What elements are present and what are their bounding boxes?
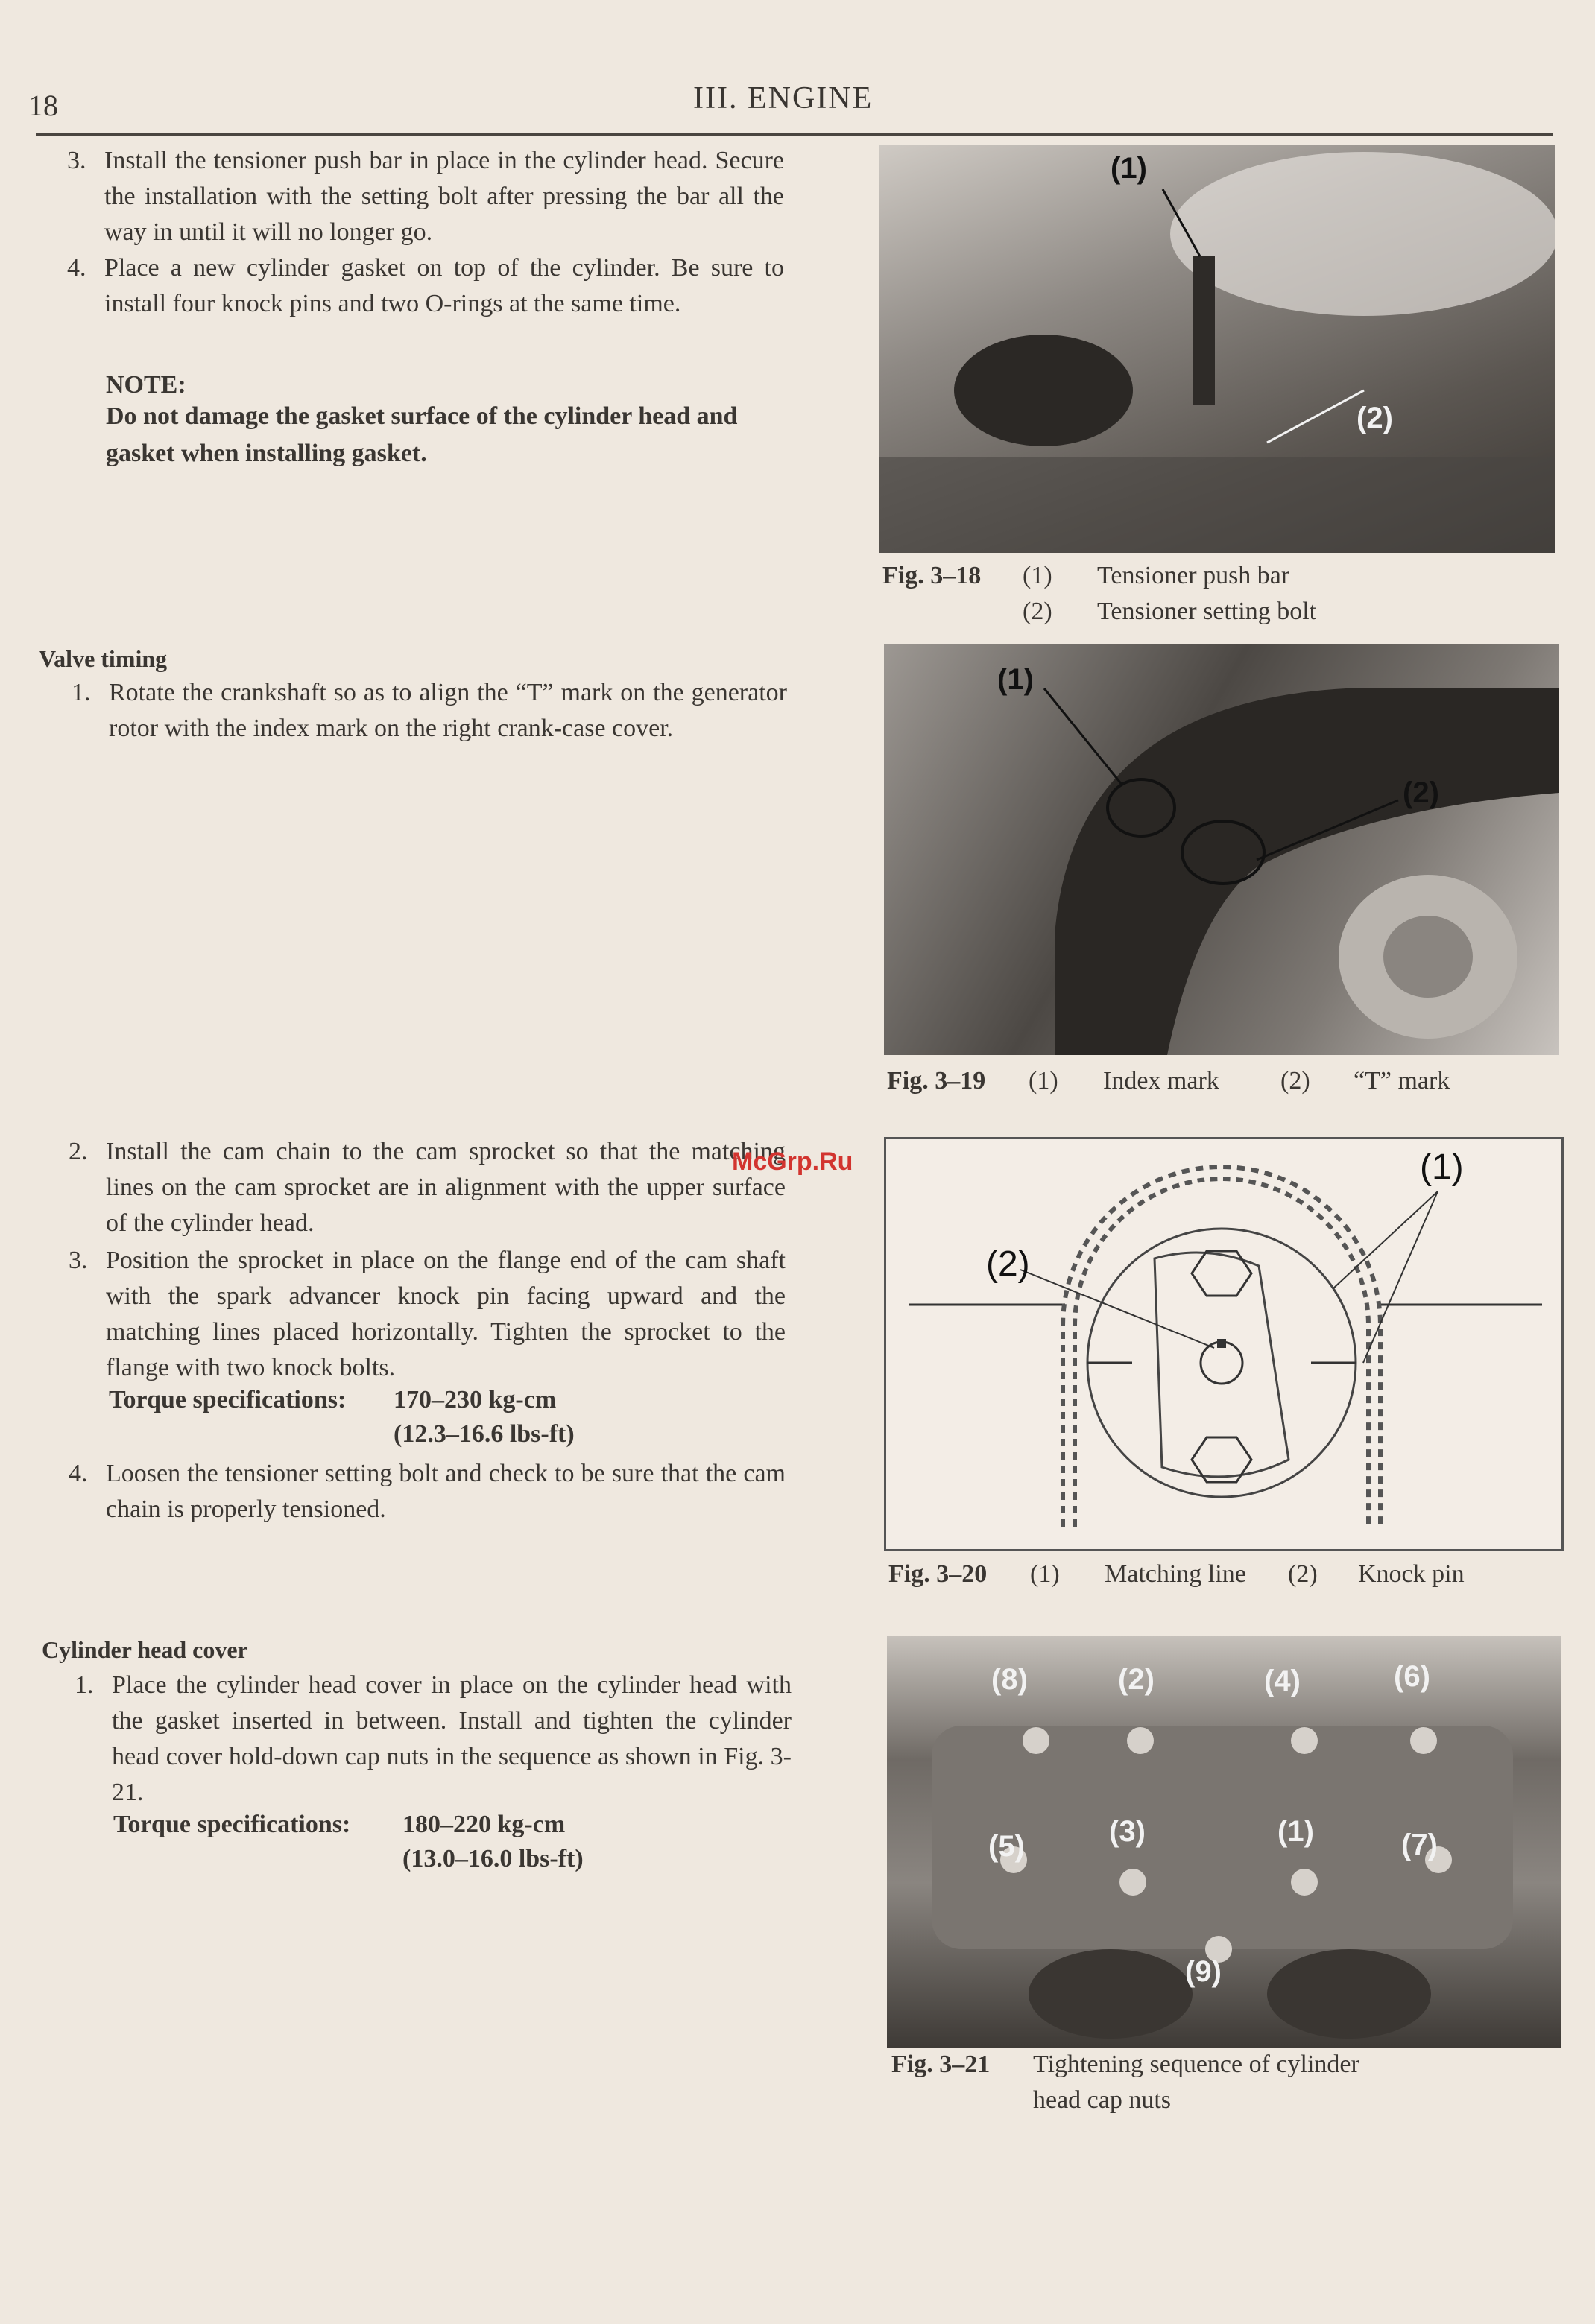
fig-3-18-photo <box>879 145 1555 553</box>
fig-3-19-illustration <box>884 644 1559 1055</box>
fig-3-21-callout-7: (7) <box>1401 1829 1438 1861</box>
section-heading-cylinder-head-cover: Cylinder head cover <box>42 1636 248 1663</box>
step-number: 4. <box>67 254 86 282</box>
watermark: McGrp.Ru <box>732 1147 853 1176</box>
fig-3-20-t2: Knock pin <box>1358 1560 1465 1588</box>
fig-3-18-illustration <box>879 145 1555 553</box>
fig-3-21-callout-5: (5) <box>988 1830 1025 1863</box>
fig-3-19-photo <box>884 644 1559 1055</box>
fig-3-21-callout-6: (6) <box>1394 1660 1430 1693</box>
step-text: Place the cylinder head cover in place on the cylinder head with the gasket inserted in between. Install and tighten the cylinder head cover hold-down cap nuts in the sequence as shown in Fig. 3-21. <box>112 1671 792 1806</box>
torque-value-imperial: (13.0–16.0 lbs-ft) <box>402 1845 584 1872</box>
fig-3-19-t1: Index mark <box>1103 1067 1219 1095</box>
fig-3-20-n1: (1) <box>1030 1560 1060 1588</box>
section-heading-valve-timing: Valve timing <box>39 645 168 672</box>
fig-3-18-label: Fig. 3–18 <box>882 562 982 589</box>
fig-3-20-callout-1: (1) <box>1420 1147 1464 1187</box>
fig-3-20-label: Fig. 3–20 <box>888 1560 988 1588</box>
fig-3-21-callout-8: (8) <box>991 1663 1028 1696</box>
fig-3-20-n2: (2) <box>1288 1560 1318 1588</box>
fig-3-21-callout-9: (9) <box>1185 1955 1222 1988</box>
page-number: 18 <box>28 89 58 122</box>
list-item <box>69 1243 786 1386</box>
fig-3-21-label: Fig. 3–21 <box>891 2051 991 2078</box>
note-label: NOTE: <box>106 371 186 399</box>
fig-3-21-callout-1: (1) <box>1277 1815 1314 1848</box>
list-item <box>69 1456 786 1527</box>
fig-3-21-callout-3: (3) <box>1109 1815 1146 1848</box>
torque-label: Torque specifications: <box>113 1811 351 1838</box>
fig-3-18-n1: (1) <box>1023 562 1052 589</box>
torque-value-imperial: (12.3–16.6 lbs-ft) <box>394 1420 575 1448</box>
list-item <box>67 250 784 322</box>
torque-value: 170–230 kg-cm <box>394 1386 557 1413</box>
fig-3-18-t1: Tensioner push bar <box>1097 562 1290 589</box>
step-text: Loosen the tensioner setting bolt and check to be sure that the cam chain is properly tensioned. <box>106 1460 786 1523</box>
page-title: III. ENGINE <box>693 81 874 115</box>
torque-label: Torque specifications: <box>109 1386 347 1413</box>
step-text: Install the tensioner push bar in place in the cylinder head. Secure the installation with the setting bolt after pressing the bar all the way in until it will no longer go. <box>104 147 784 246</box>
fig-3-20-diagram <box>884 1137 1564 1551</box>
fig-3-19-callout-1: (1) <box>997 663 1034 696</box>
fig-3-19-n1: (1) <box>1029 1067 1058 1095</box>
fig-3-19-label: Fig. 3–19 <box>887 1067 986 1095</box>
step-number: 2. <box>69 1138 88 1165</box>
step-number: 4. <box>69 1460 88 1487</box>
list-item <box>67 143 784 250</box>
step-number: 1. <box>75 1671 94 1699</box>
fig-3-20-sprocket-illustration <box>886 1139 1561 1549</box>
fig-3-21-callout-4: (4) <box>1264 1665 1301 1697</box>
list-item <box>75 1668 792 1811</box>
fig-3-21-t1: Tightening sequence of cylinder <box>1033 2051 1359 2078</box>
fig-3-18-n2: (2) <box>1023 598 1052 625</box>
note-text: Do not damage the gasket surface of the cylinder head and gasket when installing gasket. <box>106 402 738 467</box>
fig-3-18-t2: Tensioner setting bolt <box>1097 598 1317 625</box>
fig-3-19-callout-2: (2) <box>1403 776 1439 809</box>
step-text: Place a new cylinder gasket on top of the cylinder. Be sure to install four knock pins and two O-rings at the same time. <box>104 254 784 317</box>
step-text: Rotate the crankshaft so as to align the “T” mark on the generator rotor with the index mark on the right crank-case cover. <box>109 679 787 742</box>
fig-3-18-callout-1: (1) <box>1111 152 1147 185</box>
fig-3-18-callout-2: (2) <box>1356 402 1393 434</box>
fig-3-21-t2: head cap nuts <box>1033 2086 1172 2114</box>
fig-3-21-callout-2: (2) <box>1118 1663 1155 1696</box>
list-item <box>72 675 787 747</box>
fig-3-20-callout-2: (2) <box>986 1244 1030 1284</box>
fig-3-21-photo <box>887 1636 1561 2048</box>
step-text: Position the sprocket in place on the flange end of the cam shaft with the spark advancer knock pin facing upward and the matching lines placed horizontally. Tighten the sprocket to the flange with two knock bolts. <box>106 1247 786 1381</box>
step-number: 1. <box>72 679 91 706</box>
torque-value: 180–220 kg-cm <box>402 1811 566 1838</box>
fig-3-19-n2: (2) <box>1280 1067 1310 1095</box>
step-number: 3. <box>67 147 86 174</box>
header-rule <box>36 133 1553 136</box>
step-number: 3. <box>69 1247 88 1274</box>
list-item <box>69 1134 786 1241</box>
fig-3-19-t2: “T” mark <box>1354 1067 1450 1095</box>
step-text: Install the cam chain to the cam sprocket so that the matching lines on the cam sprocket are in alignment with the upper surface of the cylinder head. <box>106 1138 786 1237</box>
fig-3-20-t1: Matching line <box>1105 1560 1246 1588</box>
